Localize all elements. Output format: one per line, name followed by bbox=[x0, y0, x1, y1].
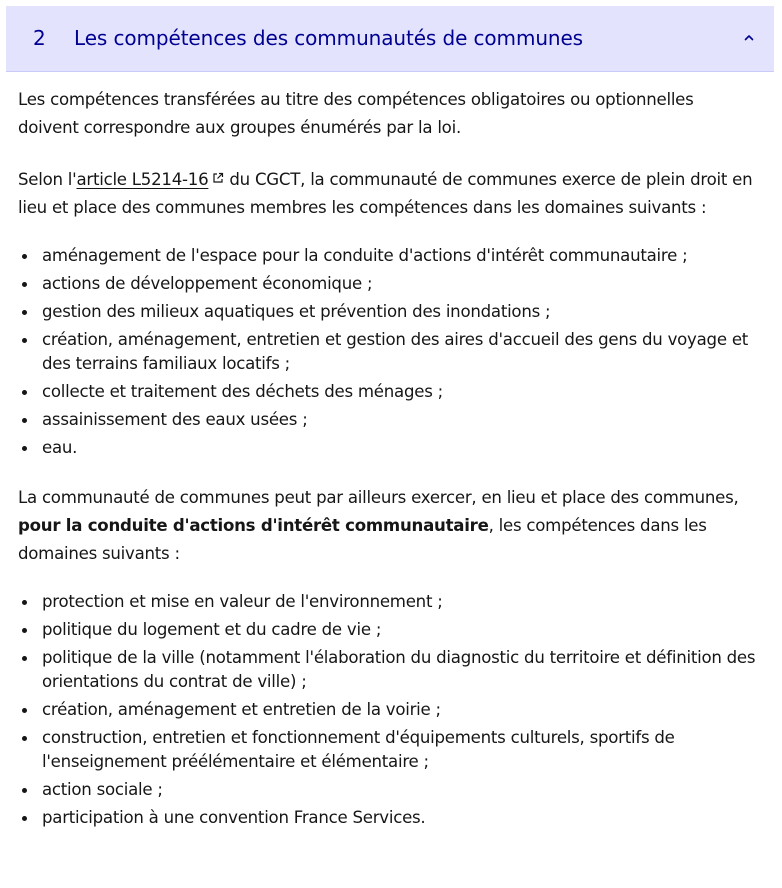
list-item: assainissement des eaux usées ; bbox=[18, 408, 758, 432]
list-item: politique du logement et du cadre de vie ; bbox=[18, 618, 758, 642]
external-link-icon bbox=[212, 172, 224, 184]
article-text-before: Selon l' bbox=[18, 170, 77, 189]
optional-text-before: La communauté de communes peut par ailleurs exercer, en lieu et place des communes, bbox=[18, 488, 739, 507]
list-item: protection et mise en valeur de l'environnement ; bbox=[18, 590, 758, 614]
article-paragraph bbox=[18, 166, 758, 222]
mandatory-competences-list bbox=[18, 244, 758, 460]
accordion-title: Les compétences des communautés de communes bbox=[74, 26, 584, 50]
list-item: eau. bbox=[18, 436, 758, 460]
list-item: gestion des milieux aquatiques et prévention des inondations ; bbox=[18, 300, 758, 324]
intro-paragraph: Les compétences transférées au titre des compétences obligatoires ou optionnelles doivent correspondre aux groupes énumérés par la loi. bbox=[18, 90, 694, 137]
optional-bold-text: pour la conduite d'actions d'intérêt communautaire bbox=[18, 516, 489, 535]
accordion-number: 2 bbox=[33, 26, 46, 50]
optional-competences-list bbox=[18, 590, 758, 830]
list-item: création, aménagement, entretien et gestion des aires d'accueil des gens du voyage et des terrains familiaux locatifs ; bbox=[18, 328, 758, 376]
list-item: création, aménagement et entretien de la voirie ; bbox=[18, 698, 758, 722]
accordion-content bbox=[18, 86, 758, 834]
optional-text-after: , les compétences dans les domaines suivants : bbox=[18, 516, 707, 563]
list-item: participation à une convention France Services. bbox=[18, 806, 758, 830]
article-link-text: article L5214-16 bbox=[76, 170, 209, 189]
chevron-up-icon[interactable] bbox=[742, 31, 756, 45]
list-item: aménagement de l'espace pour la conduite d'actions d'intérêt communautaire ; bbox=[18, 244, 758, 268]
list-item: politique de la ville (notamment l'élaboration du diagnostic du territoire et définition des orientations du contrat de ville) ; bbox=[18, 646, 758, 694]
list-item: construction, entretien et fonctionnement d'équipements culturels, sportifs de l'enseignement préélémentaire et élémentaire ; bbox=[18, 726, 758, 774]
article-text-after: du CGCT, la communauté de communes exerce de plein droit en lieu et place des communes membres les compétences dans les domaines suivants : bbox=[18, 170, 753, 217]
accordion-toggle[interactable] bbox=[6, 6, 774, 72]
list-item: actions de développement économique ; bbox=[18, 272, 758, 296]
article-link[interactable] bbox=[76, 170, 224, 189]
optional-paragraph bbox=[18, 484, 758, 568]
list-item: collecte et traitement des déchets des ménages ; bbox=[18, 380, 758, 404]
list-item: action sociale ; bbox=[18, 778, 758, 802]
